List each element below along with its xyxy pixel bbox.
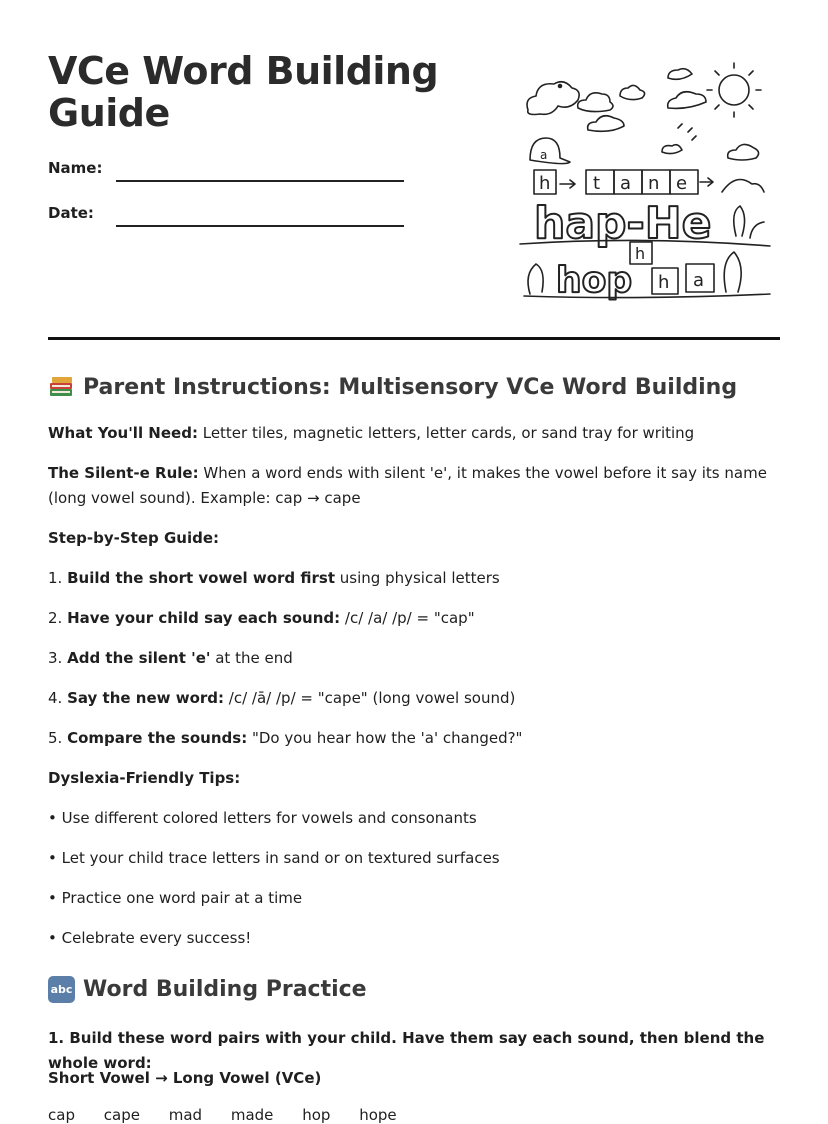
word-pair-item: mad	[168, 1106, 203, 1124]
cloud-icon	[527, 82, 579, 115]
instructions-heading-text: Parent Instructions: Multisensory VCe Word Building	[83, 374, 738, 400]
word-pair-item: cap	[48, 1106, 75, 1124]
tip-item: • Use different colored letters for vowels and consonants	[48, 809, 477, 827]
cloud-icon	[668, 69, 692, 80]
step-bold: Say the new word:	[67, 689, 225, 707]
practice-heading	[48, 976, 367, 1003]
materials-label: What You'll Need:	[48, 424, 198, 442]
step-bold: Add the silent 'e'	[67, 649, 211, 667]
cap-icon	[530, 138, 570, 164]
step-item	[48, 686, 782, 711]
tip-item: • Celebrate every success!	[48, 929, 252, 947]
instructions-heading	[48, 374, 737, 400]
svg-text:h: h	[635, 244, 646, 263]
date-line	[116, 225, 404, 227]
practice-subheading	[48, 1066, 782, 1091]
word-pair-item: hop	[302, 1106, 331, 1124]
svg-text:a: a	[540, 148, 548, 162]
tips-heading	[48, 766, 782, 791]
step-bold: Build the short vowel word first	[67, 569, 336, 587]
word-pair-item: hope	[359, 1106, 397, 1124]
sun-icon	[707, 63, 761, 117]
name-line	[116, 180, 404, 182]
cloud-icon	[620, 85, 645, 99]
step-number: 4.	[48, 689, 68, 707]
date-label: Date:	[48, 204, 94, 222]
step-item	[48, 646, 782, 671]
svg-text:n: n	[648, 173, 660, 194]
svg-text:hop: hop	[556, 260, 633, 301]
materials-paragraph	[48, 421, 782, 446]
step-text: using physical letters	[335, 569, 500, 587]
svg-text:a: a	[620, 173, 632, 194]
cloud-icon	[578, 93, 613, 112]
steps-heading-text: Step-by-Step Guide:	[48, 529, 219, 547]
cloud-icon	[668, 92, 706, 109]
silent-e-rule-label: The Silent-e Rule:	[48, 464, 199, 482]
tip-item: • Let your child trace letters in sand or on textured surfaces	[48, 849, 500, 867]
step-text: at the end	[210, 649, 293, 667]
silent-e-rule-paragraph	[48, 461, 782, 511]
steps-heading	[48, 526, 782, 551]
step-text: "Do you hear how the 'a' changed?"	[247, 729, 523, 747]
svg-text:h: h	[658, 272, 670, 293]
step-item	[48, 566, 782, 591]
svg-text:hap-He: hap-He	[534, 198, 712, 249]
step-number: 1.	[48, 569, 68, 587]
word-pair-item: cape	[103, 1106, 140, 1124]
tips-heading-text: Dyslexia-Friendly Tips:	[48, 769, 241, 787]
name-label: Name:	[48, 159, 103, 177]
step-number: 5.	[48, 729, 68, 747]
svg-text:t: t	[593, 173, 601, 194]
step-bold: Have your child say each sound:	[67, 609, 341, 627]
step-item	[48, 726, 782, 751]
word-pair-item: made	[230, 1106, 274, 1124]
page-title: VCe Word Building Guide	[48, 49, 439, 135]
cloud-icon	[588, 116, 624, 132]
svg-text:h: h	[539, 173, 551, 194]
section-divider	[48, 337, 780, 340]
word-pairs-row	[48, 1106, 421, 1124]
step-number: 2.	[48, 609, 68, 627]
practice-heading-text: Word Building Practice	[83, 977, 367, 1002]
practice-prompt-text: 1. Build these word pairs with your child. Have them say each sound, then blend the whole word:	[48, 1029, 765, 1072]
cloud-icon	[662, 145, 682, 154]
abc-icon: abc	[48, 976, 75, 1003]
tip-item: • Practice one word pair at a time	[48, 889, 303, 907]
step-text: /c/ /a/ /p/ = "cap"	[340, 609, 475, 627]
step-bold: Compare the sounds:	[67, 729, 248, 747]
step-text: /c/ /ā/ /p/ = "cape" (long vowel sound)	[224, 689, 516, 707]
cloud-icon	[728, 144, 759, 160]
books-icon	[48, 374, 74, 400]
practice-subheading-text: Short Vowel → Long Vowel (VCe)	[48, 1069, 322, 1087]
materials-text: Letter tiles, magnetic letters, letter cards, or sand tray for writing	[197, 424, 695, 442]
sun-clouds-word-building-illustration	[516, 60, 772, 304]
svg-text:a: a	[693, 270, 705, 291]
silent-e-rule-text: When a word ends with silent 'e', it makes the vowel before it say its name (long vowel sound). Example: cap → cape	[48, 464, 767, 507]
svg-text:e: e	[676, 173, 688, 194]
step-item	[48, 606, 782, 631]
step-number: 3.	[48, 649, 68, 667]
